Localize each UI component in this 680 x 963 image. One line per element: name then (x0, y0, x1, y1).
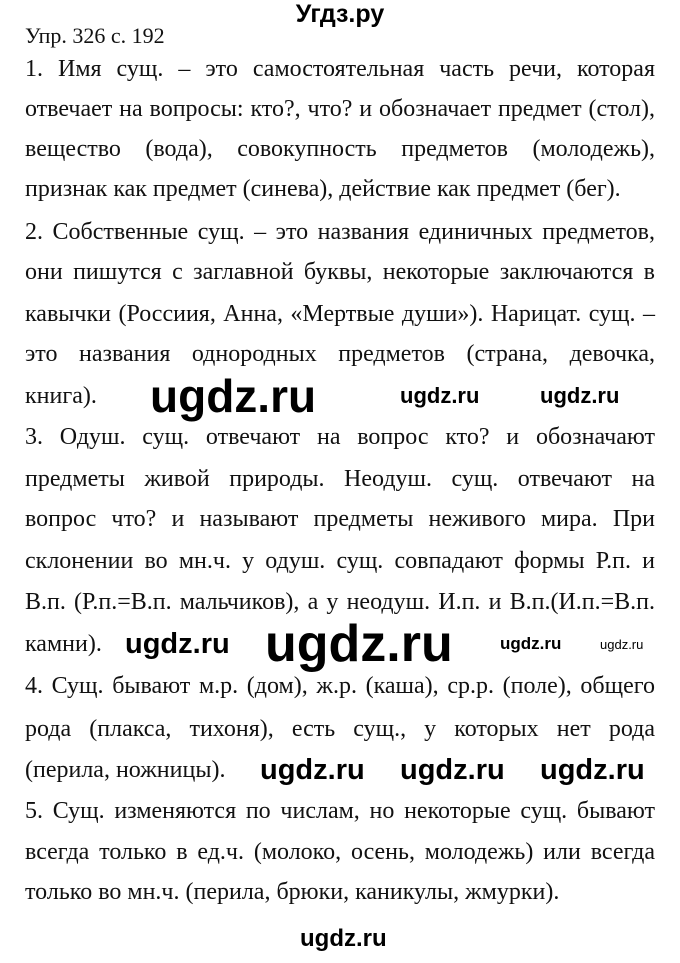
text-line: (перила, ножницы). (25, 757, 226, 783)
watermark: ugdz.ru (400, 383, 480, 408)
text-line: камни). (25, 631, 102, 657)
text-line: всегда только в ед.ч. (молоко, осень, молодежь) или всегда (25, 839, 655, 865)
watermark: ugdz.ru (125, 628, 230, 660)
text-line: вещество (вода), совокупность предметов (молодежь), (25, 136, 655, 162)
text-line: 3. Одуш. сущ. отвечают на вопрос кто? и обозначают (25, 424, 655, 450)
watermark: ugdz.ru (540, 383, 620, 408)
exercise-reference-clipped: Упр. 326 с. 192 (25, 23, 165, 48)
watermark: ugdz.ru (540, 754, 645, 786)
text-line: склонении во мн.ч. у одуш. сущ. совпадают формы Р.п. и (25, 548, 655, 574)
text-line: отвечает на вопросы: кто?, что? и обозначает предмет (стол), (25, 96, 655, 122)
text-line: только во мн.ч. (перила, брюки, каникулы, жмурки). (25, 879, 560, 905)
watermark: ugdz.ru (300, 925, 387, 952)
text-line: 5. Сущ. изменяются по числам, но некоторые сущ. бывают (25, 798, 655, 824)
text-line: 2. Собственные сущ. – это названия единичных предметов, (25, 219, 655, 245)
site-title: Угдз.ру (295, 0, 385, 28)
text-line: 4. Сущ. бывают м.р. (дом), ж.р. (каша), ср.р. (поле), общего (25, 673, 655, 699)
text-line: предметы живой природы. Неодуш. сущ. отвечают на (25, 466, 655, 492)
text-line: они пишутся с заглавной буквы, некоторые заключаются в (25, 259, 655, 285)
text-line: рода (плакса, тихоня), есть сущ., у которых нет рода (25, 716, 655, 742)
text-line: 1. Имя сущ. – это самостоятельная часть речи, которая (25, 56, 655, 82)
text-line: В.п. (Р.п.=В.п. мальчиков), а у неодуш. И.п. и В.п.(И.п.=В.п. (25, 589, 655, 615)
watermark: ugdz.ru (400, 754, 505, 786)
watermark: ugdz.ru (260, 754, 365, 786)
watermark: ugdz.ru (500, 634, 562, 653)
text-line: это названия однородных предметов (страна, девочка, (25, 341, 655, 367)
watermark: ugdz.ru (150, 370, 317, 422)
text-line: вопрос что? и называют предметы неживого мира. При (25, 506, 655, 532)
text-line: признак как предмет (синева), действие как предмет (бег). (25, 176, 621, 202)
watermark: ugdz.ru (265, 615, 453, 673)
text-line: книга). (25, 383, 97, 409)
watermark: ugdz.ru (600, 637, 644, 652)
text-line: кавычки (Россиия, Анна, «Мертвые души»). Нарицат. сущ. – (25, 301, 655, 327)
